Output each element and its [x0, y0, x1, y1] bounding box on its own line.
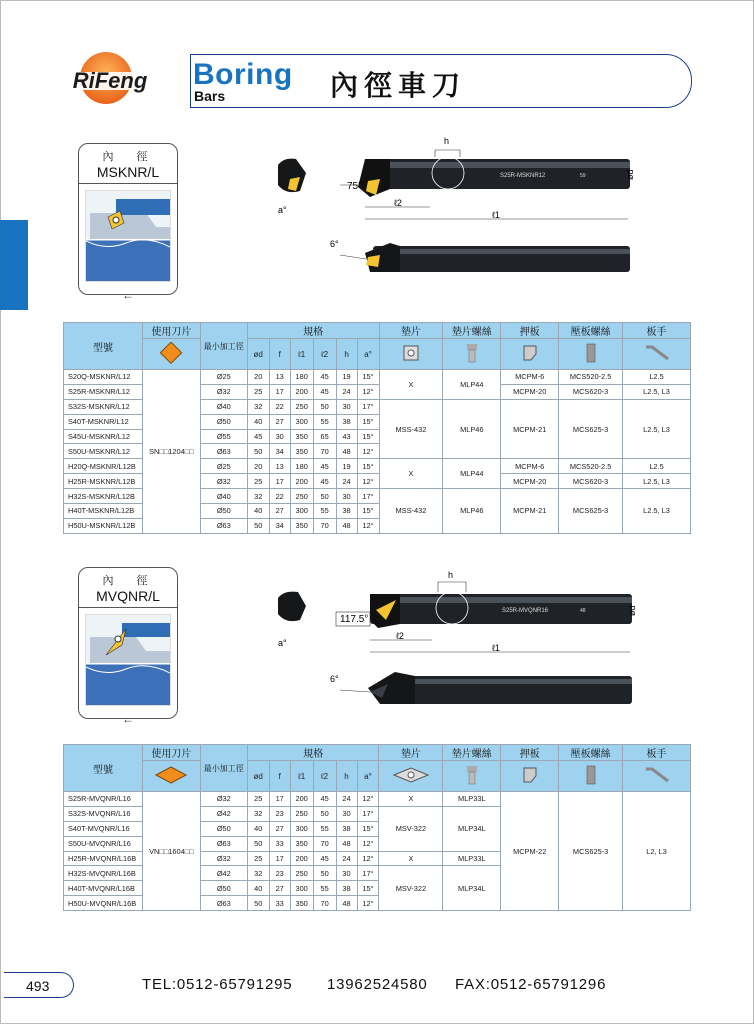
title-chinese: 內徑車刀: [330, 70, 467, 101]
spec-f: 34: [269, 444, 290, 459]
spec-d: 25: [247, 792, 269, 807]
model-code: S40T-MSKNR/L12: [64, 414, 143, 429]
shim-value: X: [379, 851, 443, 866]
spec-f: 23: [269, 806, 290, 821]
header-clamp-screw: 壓板螺絲: [559, 323, 623, 339]
clamp-value: MCPM-21: [501, 489, 559, 534]
spec-l1: 250: [290, 399, 313, 414]
spec-table-msknr: 型號 使用刀片 最小加工徑 規格 墊片 墊片螺絲 押板 壓板螺絲 板手 ød f ℓ1 ℓ2 h a° S20Q-MSKNR/L12 SN□□1204□□ Ø25 20 13 180 45 19 15° X MLP44 MCPM-6 MCS520-2.5 L2.5 S25R-MSKNR/L12 Ø32 25 17 200 45 24 12° MCPM-20 MCS620-3 L2.5, L3 S32S-MSKNR/L12 Ø40 32 22 250 50 30 17° MSS-432 MLP46 MCPM-21 MCS625-3 L2.5, L3 S40T-MSKNR/L12 Ø50 40 27 300 55 38 15° S45U-MSKNR/L12 Ø55 45 30 350 65 43 15° S50U-MSKNR/L12 Ø63 50 34 350 70 48 12° H20Q-MSKNR/L12B Ø25 20 13 180 45 19 15° X MLP44 MCPM-6 MCS520-2.5 L2.5 H25R-MSKNR/L12B Ø32 25 17 200 45 24 12° MCPM-20 MCS620-3 L2.5, L3 H32S-MSKNR/L12B Ø40 32 22 250 50 30 17° MSS-432 MLP46 MCPM-21 MCS625-3 L2.5, L3 H40T-MSKNR/L12B Ø50 40 27 300 55 38 15° H50U-MSKNR/L12B Ø63 50 34 350 70 48 12°: [63, 322, 691, 534]
spec-a: 12°: [357, 474, 379, 489]
header-shim-screw: 墊片螺絲: [443, 323, 501, 339]
spec-h: 24: [336, 851, 357, 866]
spec-a: 12°: [357, 851, 379, 866]
svg-text:S25R-MSKNR12: S25R-MSKNR12: [500, 173, 546, 179]
model-code: S50U-MSKNR/L12: [64, 444, 143, 459]
clamp-screw-value: MCS625-3: [559, 792, 623, 911]
header-wrench: 板手: [623, 323, 691, 339]
shim-value: MSS-432: [379, 489, 443, 534]
spec-l1: 250: [290, 489, 313, 504]
spec-a: 12°: [357, 444, 379, 459]
shim-screw-value: MLP34L: [443, 806, 501, 851]
model-code: S45U-MSKNR/L12: [64, 429, 143, 444]
header-shim: 墊片: [379, 745, 443, 761]
insert-code: VN□□1604□□: [142, 792, 200, 911]
clamp-icon: [501, 339, 559, 370]
header-clamp: 押板: [501, 745, 559, 761]
spec-l2: 50: [313, 489, 336, 504]
spec-l2: 50: [313, 866, 336, 881]
spec-l1: 350: [290, 836, 313, 851]
table-row: [64, 370, 691, 385]
spec-l2: 55: [313, 504, 336, 519]
model-code: S25R-MSKNR/L12: [64, 384, 143, 399]
clamp-screw-value: MCS620-3: [559, 384, 623, 399]
spec-d: 40: [247, 504, 269, 519]
clamp-icon: [501, 761, 559, 792]
spec-h: 38: [336, 504, 357, 519]
svg-text:ℓ2: ℓ2: [396, 631, 404, 641]
shim-screw-icon: [443, 761, 501, 792]
spec-l1: 200: [290, 384, 313, 399]
svg-text:117.5°: 117.5°: [340, 614, 369, 625]
spec-l1: 300: [290, 504, 313, 519]
header-insert: 使用刀片: [142, 745, 200, 761]
spec-l1: 200: [290, 474, 313, 489]
spec-l1: 350: [290, 429, 313, 444]
svg-text:48: 48: [580, 608, 586, 614]
spec-h: 48: [336, 444, 357, 459]
shim-value: MSV-322: [379, 806, 443, 851]
model-code: H32S-MVQNR/L16B: [64, 866, 143, 881]
model-code: H25R-MVQNR/L16B: [64, 851, 143, 866]
spec-l2: 70: [313, 444, 336, 459]
spec-h: 24: [336, 474, 357, 489]
clamp-value: MCPM-6: [501, 459, 559, 474]
spec-min: Ø40: [200, 399, 247, 414]
insert-icon: [142, 339, 200, 370]
spec-f: 13: [269, 459, 290, 474]
spec-f: 23: [269, 866, 290, 881]
clamp-value: MCPM-6: [501, 370, 559, 385]
spec-a: 17°: [357, 806, 379, 821]
spec-d: 25: [247, 384, 269, 399]
card-model: MSKNR/L: [79, 164, 177, 184]
spec-l2: 55: [313, 821, 336, 836]
spec-d: 50: [247, 896, 269, 911]
feed-arrow: ←: [122, 712, 134, 726]
spec-f: 27: [269, 504, 290, 519]
spec-a: 17°: [357, 399, 379, 414]
clamp-value: MCPM-21: [501, 399, 559, 459]
spec-l2: 45: [313, 384, 336, 399]
spec-f: 27: [269, 881, 290, 896]
spec-h: 30: [336, 806, 357, 821]
spec-l2: 70: [313, 518, 336, 533]
spec-min: Ø55: [200, 429, 247, 444]
spec-min: Ø25: [200, 370, 247, 385]
page-number: 493: [4, 972, 74, 998]
card-label: 內 徑: [102, 151, 154, 163]
spec-l2: 50: [313, 806, 336, 821]
spec-min: Ø42: [200, 866, 247, 881]
spec-f: 17: [269, 474, 290, 489]
header-shim-screw: 墊片螺絲: [443, 745, 501, 761]
header-clamp-screw: 壓板螺絲: [559, 745, 623, 761]
spec-a: 17°: [357, 489, 379, 504]
spec-l1: 180: [290, 370, 313, 385]
spec-d: 50: [247, 836, 269, 851]
spec-d: 25: [247, 851, 269, 866]
clamp-screw-value: MCS520-2.5: [559, 370, 623, 385]
spec-l2: 45: [313, 459, 336, 474]
side-tab: [0, 220, 28, 310]
bore-illustration: [85, 190, 171, 282]
spec-l1: 300: [290, 881, 313, 896]
spec-a: 12°: [357, 384, 379, 399]
spec-min: Ø50: [200, 414, 247, 429]
spec-h: 38: [336, 881, 357, 896]
spec-h: 38: [336, 414, 357, 429]
spec-f: 27: [269, 821, 290, 836]
title-english: Boring: [193, 58, 293, 91]
clamp-value: MCPM-22: [501, 792, 559, 911]
spec-h: 24: [336, 384, 357, 399]
spec-table-mvqnr: 型號 使用刀片 最小加工徑 規格 墊片 墊片螺絲 押板 壓板螺絲 板手 ød f ℓ1 ℓ2 h a° S25R-MVQNR/L16 VN□□1604□□ Ø32 25 17 200 45 24 12° X MLP33L MCPM-22 MCS625-3 L2, L3 S32S-MVQNR/L16 Ø42 32 23 250 50 30 17° MSV-322 MLP34L S40T-MVQNR/L16 Ø50 40 27 300 55 38 15° S50U-MVQNR/L16 Ø63 50 33 350 70 48 12° H25R-MVQNR/L16B Ø32 25 17 200 45 24 12° X MLP33L H32S-MVQNR/L16B Ø42 32 23 250 50 30 17° MSV-322 MLP34L H40T-MVQNR/L16B Ø50 40 27 300 55 38 15° H50U-MVQNR/L16B Ø63 50 33 350 70 48 12°: [63, 744, 691, 911]
spec-h: 30: [336, 866, 357, 881]
spec-min: Ø32: [200, 851, 247, 866]
spec-l1: 200: [290, 851, 313, 866]
card-label: 內 徑: [102, 575, 154, 587]
spec-a: 15°: [357, 504, 379, 519]
spec-f: 17: [269, 851, 290, 866]
spec-f: 30: [269, 429, 290, 444]
spec-min: Ø32: [200, 474, 247, 489]
spec-h: 48: [336, 836, 357, 851]
spec-a: 17°: [357, 866, 379, 881]
spec-h: 19: [336, 459, 357, 474]
header-insert: 使用刀片: [142, 323, 200, 339]
shim-screw-value: MLP33L: [443, 792, 501, 807]
model-code: H25R-MSKNR/L12B: [64, 474, 143, 489]
header-model: 型號: [64, 323, 143, 370]
shim-screw-value: MLP33L: [443, 851, 501, 866]
spec-d: 45: [247, 429, 269, 444]
clamp-screw-icon: [559, 339, 623, 370]
wrench-value: L2.5, L3: [623, 489, 691, 534]
clamp-screw-value: MCS625-3: [559, 399, 623, 459]
svg-text:a°: a°: [278, 205, 287, 215]
spec-min: Ø50: [200, 881, 247, 896]
tool-drawing-msknr: [270, 135, 640, 275]
title-subtitle: Bars: [194, 88, 226, 104]
spec-min: Ø63: [200, 836, 247, 851]
svg-text:ℓ2: ℓ2: [394, 198, 402, 208]
spec-l1: 200: [290, 792, 313, 807]
shim-screw-value: MLP34L: [443, 866, 501, 911]
rifeng-logo: [62, 48, 162, 118]
spec-d: 40: [247, 881, 269, 896]
spec-a: 15°: [357, 429, 379, 444]
svg-text:59: 59: [580, 173, 586, 179]
wrench-value: L2.5, L3: [623, 399, 691, 459]
spec-l2: 45: [313, 370, 336, 385]
spec-a: 15°: [357, 821, 379, 836]
spec-l2: 50: [313, 399, 336, 414]
spec-f: 34: [269, 518, 290, 533]
model-code: H40T-MSKNR/L12B: [64, 504, 143, 519]
shim-screw-value: MLP44: [443, 459, 501, 489]
shim-value: MSV-322: [379, 866, 443, 911]
insert-code: SN□□1204□□: [142, 370, 200, 534]
shim-screw-icon: [443, 339, 501, 370]
spec-l2: 45: [313, 792, 336, 807]
svg-text:6°: 6°: [330, 674, 339, 684]
spec-f: 33: [269, 896, 290, 911]
spec-d: 32: [247, 399, 269, 414]
svg-text:6°: 6°: [330, 239, 339, 249]
spec-f: 33: [269, 836, 290, 851]
header-wrench: 板手: [623, 745, 691, 761]
spec-d: 50: [247, 518, 269, 533]
clamp-screw-value: MCS625-3: [559, 489, 623, 534]
spec-d: 40: [247, 414, 269, 429]
clamp-value: MCPM-20: [501, 384, 559, 399]
clamp-screw-value: MCS520-2.5: [559, 459, 623, 474]
tool-drawing-mvqnr: [270, 570, 640, 715]
spec-a: 12°: [357, 518, 379, 533]
svg-text:ℓ1: ℓ1: [492, 210, 500, 220]
header-model: 型號: [64, 745, 143, 792]
header-spec: 規格: [247, 745, 379, 761]
model-code: S32S-MVQNR/L16: [64, 806, 143, 821]
shim-screw-value: MLP46: [443, 399, 501, 459]
spec-f: 27: [269, 414, 290, 429]
spec-l2: 70: [313, 896, 336, 911]
shim-icon: [379, 761, 443, 792]
wrench-value: L2.5: [623, 459, 691, 474]
wrench-value: L2.5, L3: [623, 474, 691, 489]
spec-d: 40: [247, 821, 269, 836]
spec-min: Ø63: [200, 444, 247, 459]
svg-text:ℓ1: ℓ1: [492, 643, 500, 653]
shim-value: X: [379, 459, 443, 489]
spec-l1: 250: [290, 866, 313, 881]
header-spec: 規格: [247, 323, 379, 339]
card-model: MVQNR/L: [79, 588, 177, 608]
clamp-value: MCPM-20: [501, 474, 559, 489]
logo-text: RiFeng: [72, 68, 148, 93]
wrench-icon: [623, 339, 691, 370]
spec-f: 17: [269, 384, 290, 399]
svg-text:h: h: [448, 570, 454, 580]
spec-l1: 250: [290, 806, 313, 821]
spec-a: 12°: [357, 836, 379, 851]
contact-fax: FAX:0512-65791296: [455, 976, 607, 993]
clamp-screw-value: MCS620-3: [559, 474, 623, 489]
spec-min: Ø32: [200, 792, 247, 807]
spec-d: 32: [247, 489, 269, 504]
svg-text:h: h: [444, 136, 450, 146]
shim-screw-value: MLP44: [443, 370, 501, 400]
spec-d: 20: [247, 459, 269, 474]
spec-f: 22: [269, 399, 290, 414]
spec-a: 15°: [357, 459, 379, 474]
model-code: H50U-MSKNR/L12B: [64, 518, 143, 533]
clamp-screw-icon: [559, 761, 623, 792]
model-code: S50U-MVQNR/L16: [64, 836, 143, 851]
header-shim: 墊片: [379, 323, 443, 339]
svg-text:a°: a°: [278, 638, 287, 648]
spec-l2: 55: [313, 881, 336, 896]
spec-l2: 55: [313, 414, 336, 429]
spec-a: 15°: [357, 414, 379, 429]
spec-h: 19: [336, 370, 357, 385]
spec-l1: 350: [290, 518, 313, 533]
spec-min: Ø25: [200, 459, 247, 474]
shim-screw-value: MLP46: [443, 489, 501, 534]
spec-f: 13: [269, 370, 290, 385]
spec-min: Ø40: [200, 489, 247, 504]
table-row: [64, 792, 691, 807]
spec-f: 22: [269, 489, 290, 504]
model-code: H20Q-MSKNR/L12B: [64, 459, 143, 474]
spec-h: 30: [336, 489, 357, 504]
spec-l1: 180: [290, 459, 313, 474]
spec-min: Ø50: [200, 821, 247, 836]
spec-l2: 45: [313, 474, 336, 489]
shim-value: X: [379, 792, 443, 807]
model-code: S20Q-MSKNR/L12: [64, 370, 143, 385]
shim-value: X: [379, 370, 443, 400]
spec-min: Ø63: [200, 896, 247, 911]
shim-icon: [379, 339, 443, 370]
spec-d: 32: [247, 866, 269, 881]
spec-d: 32: [247, 806, 269, 821]
spec-h: 24: [336, 792, 357, 807]
contact-mobile: 13962524580: [327, 976, 428, 993]
header-min-bore: 最小加工徑: [200, 323, 247, 370]
spec-h: 38: [336, 821, 357, 836]
shim-value: MSS-432: [379, 399, 443, 459]
spec-min: Ø42: [200, 806, 247, 821]
model-code: H40T-MVQNR/L16B: [64, 881, 143, 896]
spec-l2: 45: [313, 851, 336, 866]
spec-a: 15°: [357, 370, 379, 385]
wrench-value: L2.5, L3: [623, 384, 691, 399]
svg-text:S25R-MVQNR16: S25R-MVQNR16: [502, 608, 549, 614]
spec-l1: 350: [290, 896, 313, 911]
svg-text:75°: 75°: [347, 181, 363, 192]
spec-h: 43: [336, 429, 357, 444]
wrench-value: L2, L3: [623, 792, 691, 911]
model-code: S40T-MVQNR/L16: [64, 821, 143, 836]
model-code: S32S-MSKNR/L12: [64, 399, 143, 414]
wrench-icon: [623, 761, 691, 792]
spec-a: 12°: [357, 896, 379, 911]
spec-f: 17: [269, 792, 290, 807]
bore-illustration: [85, 614, 171, 706]
spec-h: 48: [336, 518, 357, 533]
spec-d: 50: [247, 444, 269, 459]
wrench-value: L2.5: [623, 370, 691, 385]
spec-d: 20: [247, 370, 269, 385]
spec-a: 12°: [357, 792, 379, 807]
spec-d: 25: [247, 474, 269, 489]
model-card-msknr: [78, 143, 178, 302]
spec-min: Ø50: [200, 504, 247, 519]
model-code: H50U-MVQNR/L16B: [64, 896, 143, 911]
insert-icon: [142, 761, 200, 792]
feed-arrow: ←: [122, 288, 134, 302]
spec-h: 30: [336, 399, 357, 414]
svg-text:ød: ød: [627, 605, 637, 616]
spec-l2: 70: [313, 836, 336, 851]
header-clamp: 押板: [501, 323, 559, 339]
header-min-bore: 最小加工徑: [200, 745, 247, 792]
spec-h: 48: [336, 896, 357, 911]
spec-l1: 300: [290, 414, 313, 429]
spec-a: 15°: [357, 881, 379, 896]
spec-l1: 350: [290, 444, 313, 459]
spec-min: Ø32: [200, 384, 247, 399]
spec-min: Ø63: [200, 518, 247, 533]
model-card-mvqnr: [78, 567, 178, 726]
model-code: H32S-MSKNR/L12B: [64, 489, 143, 504]
model-code: S25R-MVQNR/L16: [64, 792, 143, 807]
contact-tel: TEL:0512-65791295: [142, 976, 293, 993]
svg-text:ød: ød: [625, 169, 635, 180]
spec-l1: 300: [290, 821, 313, 836]
spec-l2: 65: [313, 429, 336, 444]
